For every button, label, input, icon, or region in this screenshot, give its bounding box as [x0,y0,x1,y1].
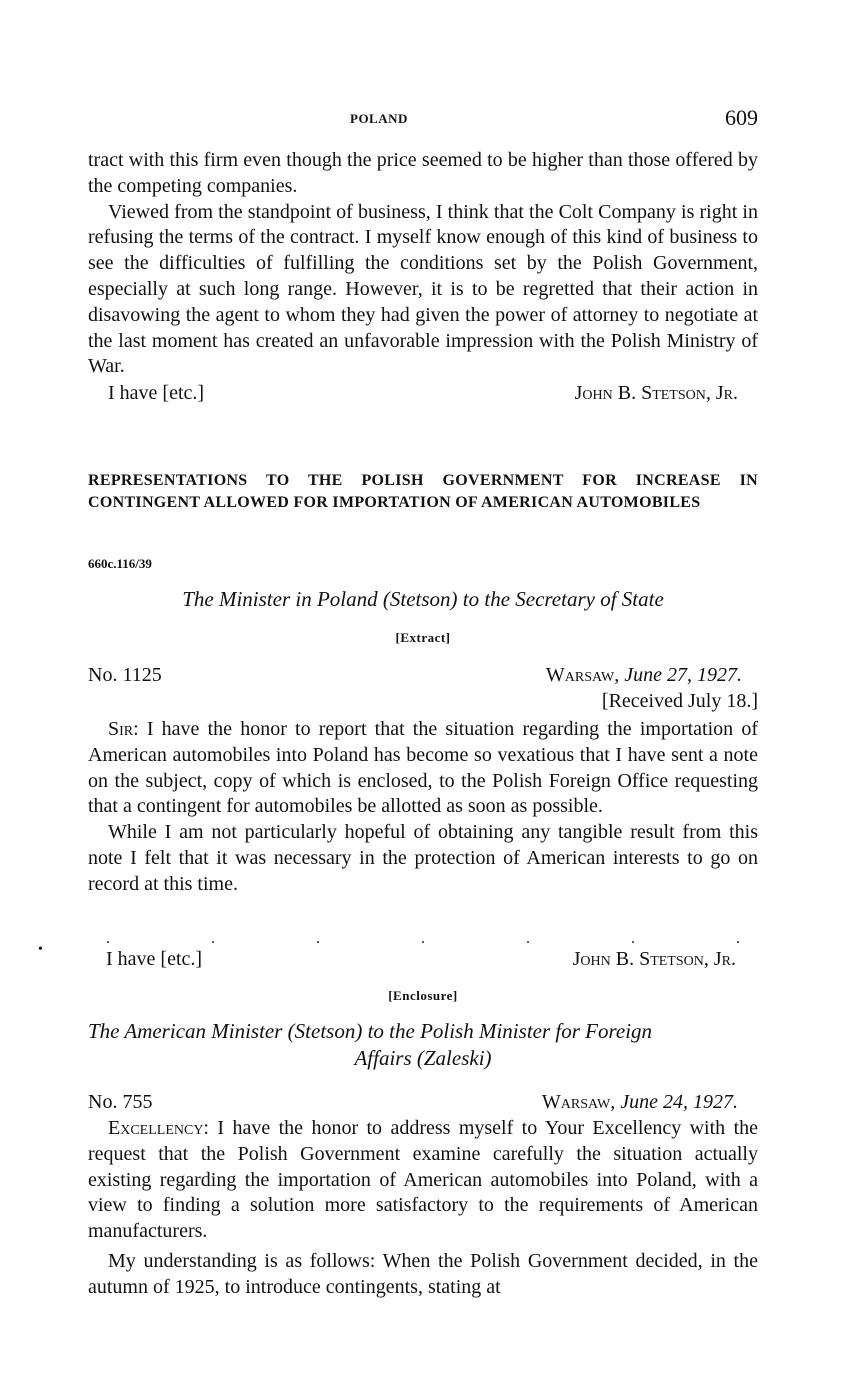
letter1-date: June 27, 1927. [624,664,742,686]
extract-note: [Extract] [395,630,451,645]
letter1-header [88,662,758,714]
page-number: 609 [725,105,758,130]
enclosure-dateline [88,1089,758,1115]
enclosure-salutation: Excellency: [108,1117,209,1139]
letter1-paragraph-2: While I am not particularly hopeful of obtaining any tangible result from this note I felt that it was necessary in the protection of American interests to go on record at this time. [88,821,758,895]
enclosure-dateline-wrap [88,1089,758,1115]
enclosure-number: No. 755 [88,1091,153,1113]
letter1-paragraph-1-text: I have the honor to report that the situation regarding the importation of American automobiles into Poland has become so vexatious that I have sent a note on the subject, copy of which is enclosed, to the Polish Foreign Office requesting that a contingent for automobiles be allotted as soon as possible. [88,718,758,818]
continuation-paragraph-1: tract with this firm even though the price seemed to be higher than those offered by the competing companies. [88,149,758,197]
running-head [88,105,758,130]
letter1-paragraph-1 [88,717,758,820]
continuation-paragraph-2: Viewed from the standpoint of business, I think that the Colt Company is right in refusing the terms of the contract. I myself know enough of this kind of business to see the difficulties of fulfilling the conditions set by the Polish Government, especially at such long range. However, it is to be regretted that their action in disavowing the agent to whom they had given the power of attorney to negotiate at the last moment has created an unfavorable impression with the Polish Ministry of War. [88,200,758,378]
enclosure-date: June 24, 1927. [620,1091,738,1113]
closing-text-2: I have [etc.] [106,948,203,970]
signature-row-2-wrap [88,946,758,972]
running-head-title: POLAND [350,111,408,126]
letter1-place: Warsaw, [545,664,620,686]
signature-row-2 [88,946,758,972]
ellipsis-dots [88,930,758,947]
file-number: 660c.116/39 [88,556,152,571]
letter1-salutation: Sir: [108,718,139,740]
enclosure-title-line-2: Affairs (Zaleski) [354,1046,492,1070]
omission-dots: . . . . . . . [106,930,740,947]
letter1-number: No. 1125 [88,664,162,686]
letter1-place-date [546,662,758,688]
stray-mark: • [38,942,43,957]
enclosure-paragraph-1-text: I have the honor to address myself to Your Excellency with the request that the Polish Government examine carefully the situation actually existing regarding the importation of American automobiles into Poland, with a view to finding a solution more satisfactory to the requirements of American manufacturers. [88,1117,758,1243]
signature-row-1 [88,380,758,406]
signature-2: John B. Stetson, Jr. [572,948,736,970]
continuation-block [88,148,758,406]
letter1-received: [Received July 18.] [601,690,758,712]
enclosure-paragraph-2: My understanding is as follows: When the Polish Government decided, in the autumn of 1925, to introduce contingents, stating at [88,1249,758,1298]
letter1-body [88,717,758,898]
enclosure-title-line-1: The American Minister (Stetson) to the Polish Minister for Foreign [88,1019,653,1043]
enclosure-note: [Enclosure] [388,988,458,1003]
enclosure-paragraph-1 [88,1116,758,1245]
closing-text-1: I have [etc.] [108,382,205,405]
letter1-dateline [88,662,758,688]
section-heading-block [88,470,758,514]
section-title: REPRESENTATIONS TO THE POLISH GOVERNMENT FOR INCREASE IN CONTINGENT ALLOWED FOR IMPORTATION OF AMERICAN AUTOMOBILES [88,472,758,511]
letter1-title: The Minister in Poland (Stetson) to the Secretary of State [182,587,664,611]
enclosure-place: Warsaw, [541,1091,616,1113]
enclosure-place-date [542,1089,758,1115]
signature-1: John B. Stetson, Jr. [574,382,738,405]
enclosure-body [88,1116,758,1301]
